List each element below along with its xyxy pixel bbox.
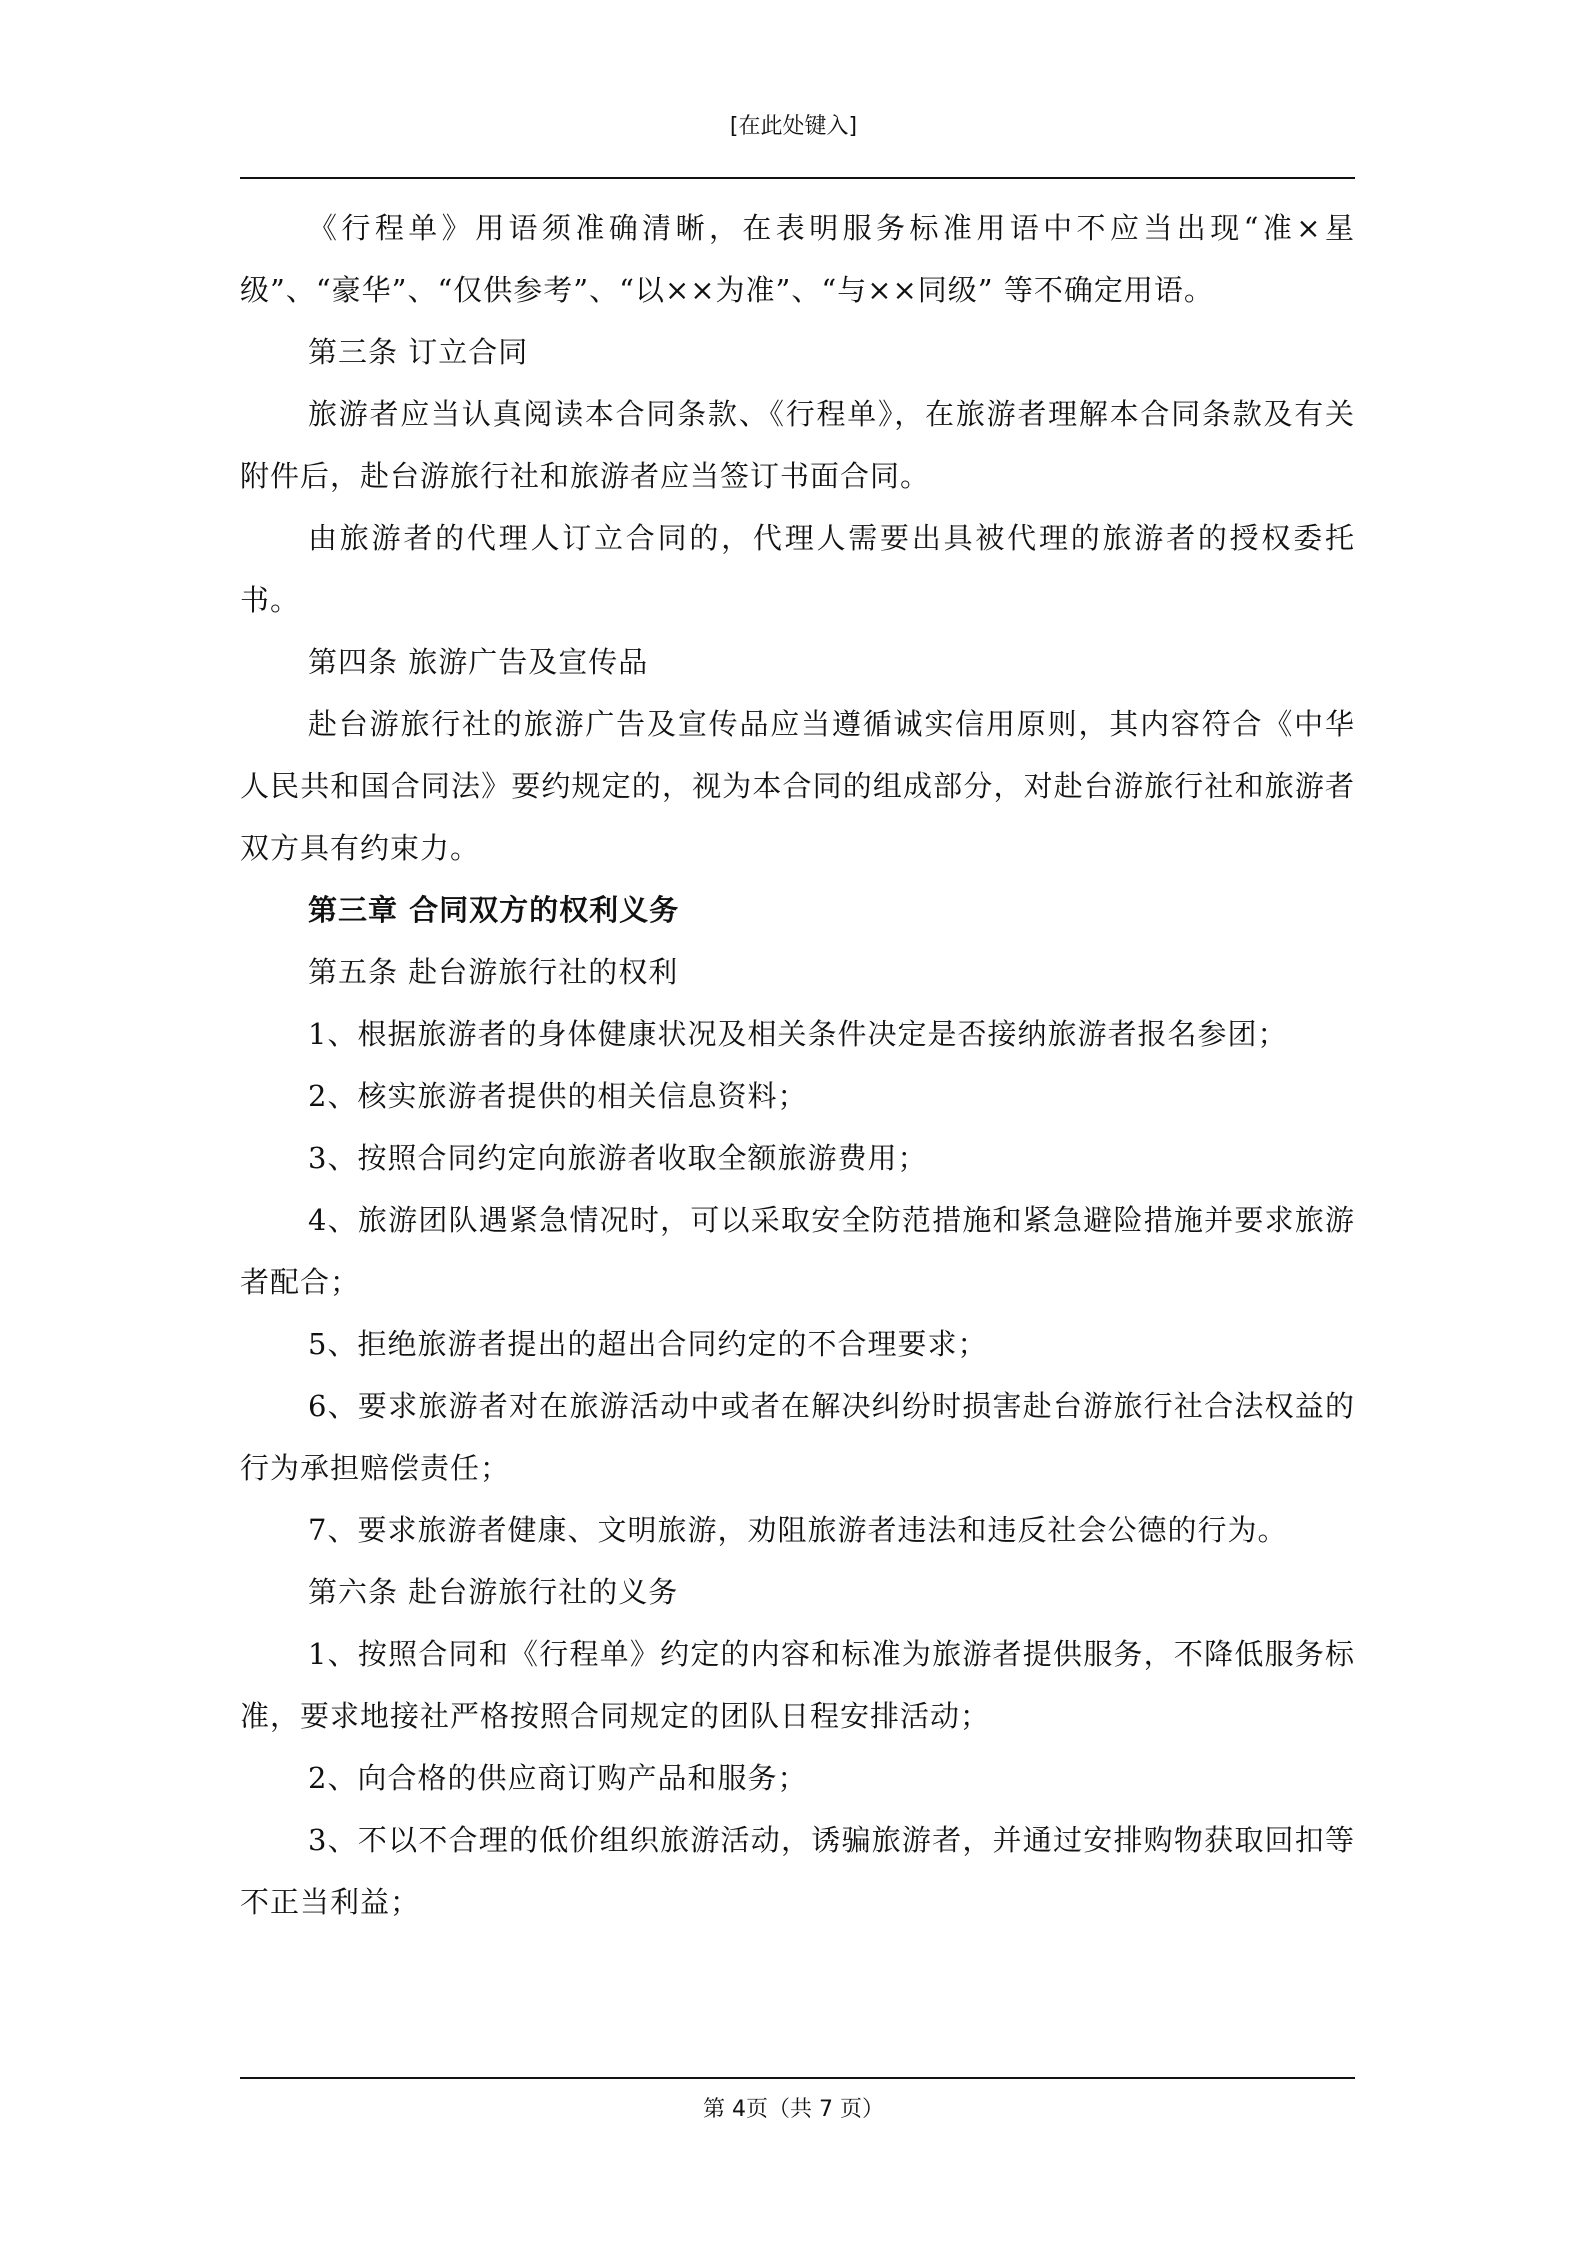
paragraph: 旅游者应当认真阅读本合同条款、《行程单》，在旅游者理解本合同条款及有关附件后，赴台游旅行社和旅游者应当签订书面合同。	[240, 397, 1355, 493]
list-item: 1、按照合同和《行程单》约定的内容和标准为旅游者提供服务，不降低服务标准，要求地接社严格按照合同规定的团队日程安排活动；	[240, 1637, 1355, 1733]
article-heading: 第四条 旅游广告及宣传品	[308, 645, 649, 679]
list-item: 4、旅游团队遇紧急情况时，可以采取安全防范措施和紧急避险措施并要求旅游者配合；	[240, 1203, 1355, 1299]
paragraph: 赴台游旅行社的旅游广告及宣传品应当遵循诚实信用原则，其内容符合《中华人民共和国合同法》要约规定的，视为本合同的组成部分，对赴台游旅行社和旅游者双方具有约束力。	[240, 707, 1355, 865]
list-item: 2、向合格的供应商订购产品和服务；	[308, 1761, 808, 1795]
document-body	[240, 197, 1355, 1933]
page-number: 第 4页（共 7 页）	[703, 2097, 884, 2122]
chapter-heading: 第三章 合同双方的权利义务	[308, 893, 680, 927]
paragraph: 《行程单》用语须准确清晰，在表明服务标准用语中不应当出现“准×星级”、“豪华”、“仅供参考”、“以××为准”、“与××同级” 等不确定用语。	[240, 211, 1355, 307]
footer-divider	[240, 2077, 1355, 2079]
list-item: 3、按照合同约定向旅游者收取全额旅游费用；	[308, 1141, 928, 1175]
header-divider	[240, 177, 1355, 179]
list-item: 1、根据旅游者的身体健康状况及相关条件决定是否接纳旅游者报名参团；	[308, 1017, 1288, 1051]
list-item: 7、要求旅游者健康、文明旅游，劝阻旅游者违法和违反社会公德的行为。	[308, 1513, 1288, 1547]
paragraph: 由旅游者的代理人订立合同的，代理人需要出具被代理的旅游者的授权委托书。	[240, 521, 1355, 617]
list-item: 2、核实旅游者提供的相关信息资料；	[308, 1079, 808, 1113]
list-item: 6、要求旅游者对在旅游活动中或者在解决纠纷时损害赴台游旅行社合法权益的行为承担赔偿责任；	[240, 1389, 1355, 1485]
article-heading: 第六条 赴台游旅行社的义务	[308, 1575, 679, 1609]
article-heading: 第五条 赴台游旅行社的权利	[308, 955, 679, 989]
list-item: 5、拒绝旅游者提出的超出合同约定的不合理要求；	[308, 1327, 988, 1361]
list-item: 3、不以不合理的低价组织旅游活动，诱骗旅游者，并通过安排购物获取回扣等不正当利益；	[240, 1823, 1355, 1919]
page-header: [在此处键入]	[729, 114, 858, 139]
article-heading: 第三条 订立合同	[308, 335, 529, 369]
